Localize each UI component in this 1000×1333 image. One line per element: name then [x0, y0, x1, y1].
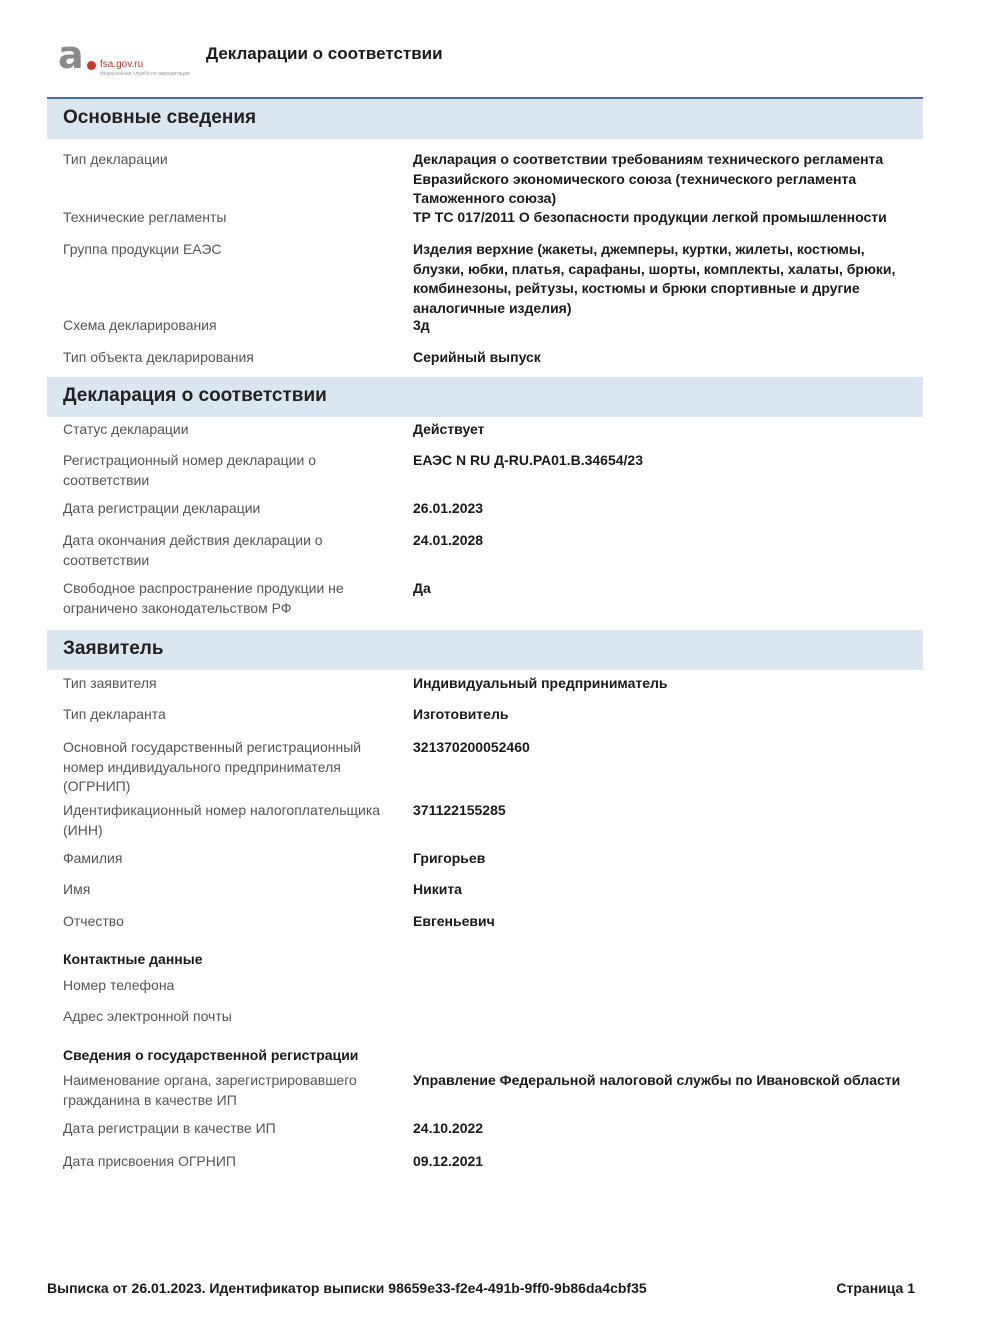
- field-value-tech-regulations: ТР ТС 017/2011 О безопасности продукции легкой промышленности: [413, 209, 887, 225]
- footer-page-number: Страница 1: [836, 1280, 915, 1296]
- field-value-declarant-type: Изготовитель: [413, 706, 509, 722]
- field-value-patronymic: Евгеньевич: [413, 913, 495, 929]
- document-title: Декларации о соответствии: [206, 44, 443, 63]
- field-value-declaration-scheme: 3д: [413, 317, 430, 333]
- field-label-inn: Идентификационный номер налогоплательщика (ИНН): [63, 802, 381, 838]
- field-label-email: Адрес электронной почты: [63, 1008, 232, 1024]
- logo-dot-icon: [87, 61, 96, 70]
- subheading-contacts: Контактные данные: [63, 951, 203, 967]
- field-label-surname: Фамилия: [63, 850, 123, 866]
- field-label-declarant-type: Тип декларанта: [63, 706, 166, 722]
- field-label-ogrnip: Основной государственный регистрационный номер индивидуального предпринимателя (ОГРНИП): [63, 739, 362, 794]
- field-value-ip-reg-date: 24.10.2022: [413, 1120, 484, 1136]
- field-value-registering-authority: Управление Федеральной налоговой службы по Ивановской области: [413, 1072, 901, 1088]
- field-value-ogrnip-date: 09.12.2021: [413, 1153, 484, 1169]
- field-label-product-group: Группа продукции ЕАЭС: [63, 241, 222, 257]
- field-value-first-name: Никита: [413, 881, 462, 897]
- field-value-surname: Григорьев: [413, 850, 486, 866]
- field-value-inn: 371122155285: [413, 802, 506, 818]
- field-label-registering-authority: Наименование органа, зарегистрировавшего гражданина в качестве ИП: [63, 1072, 357, 1108]
- fsa-logo: [58, 33, 190, 82]
- section-applicant: Заявитель: [47, 630, 923, 670]
- field-label-free-distribution: Свободное распространение продукции не ограничено законодательством РФ: [63, 580, 344, 616]
- logo-domain: fsa.gov.ru: [100, 59, 144, 70]
- subheading-state-registration: Сведения о государственной регистрации: [63, 1047, 359, 1063]
- field-label-declaration-type: Тип декларации: [63, 151, 168, 167]
- field-label-reg-number: Регистрационный номер декларации о соответствии: [63, 452, 316, 488]
- field-label-ogrnip-date: Дата присвоения ОГРНИП: [63, 1153, 236, 1169]
- logo-mark-icon: a: [58, 33, 84, 77]
- field-value-product-group: Изделия верхние (жакеты, джемперы, куртки, жилеты, костюмы, блузки, юбки, платья, сарафаны, шорты, комплекты, халаты, брюки, комбинезоны, рейтузы, костюмы и брюки спортивные и другие аналогичные изделия): [413, 241, 896, 316]
- field-label-tech-regulations: Технические регламенты: [63, 209, 227, 225]
- field-label-phone: Номер телефона: [63, 977, 175, 993]
- field-label-reg-date: Дата регистрации декларации: [63, 500, 261, 516]
- field-value-reg-date: 26.01.2023: [413, 500, 484, 516]
- field-value-free-distribution: Да: [413, 580, 431, 596]
- field-label-ip-reg-date: Дата регистрации в качестве ИП: [63, 1120, 276, 1136]
- section-basic-info: Основные сведения: [47, 99, 923, 139]
- field-label-status: Статус декларации: [63, 421, 189, 437]
- footer-extract-info: Выписка от 26.01.2023. Идентификатор выписки 98659e33-f2e4-491b-9ff0-9b86da4cbf35: [47, 1280, 647, 1296]
- field-label-patronymic: Отчество: [63, 913, 124, 929]
- field-value-applicant-type: Индивидуальный предприниматель: [413, 675, 668, 691]
- field-label-object-type: Тип объекта декларирования: [63, 349, 254, 365]
- field-value-ogrnip: 321370200052460: [413, 739, 530, 755]
- field-value-declaration-type: Декларация о соответствии требованиям технического регламента Евразийского экономического союза (технического регламента Таможенного союза): [413, 151, 884, 206]
- field-value-status: Действует: [413, 421, 485, 437]
- logo-subtitle: Федеральная служба по аккредитации: [100, 71, 190, 77]
- field-label-applicant-type: Тип заявителя: [63, 675, 157, 691]
- field-value-object-type: Серийный выпуск: [413, 349, 541, 365]
- section-declaration: Декларация о соответствии: [47, 377, 923, 417]
- field-label-declaration-scheme: Схема декларирования: [63, 317, 217, 333]
- field-label-first-name: Имя: [63, 881, 91, 897]
- field-value-reg-number: ЕАЭС N RU Д-RU.РА01.В.34654/23: [413, 452, 643, 468]
- field-label-expiry-date: Дата окончания действия декларации о соответствии: [63, 532, 323, 568]
- field-value-expiry-date: 24.01.2028: [413, 532, 484, 548]
